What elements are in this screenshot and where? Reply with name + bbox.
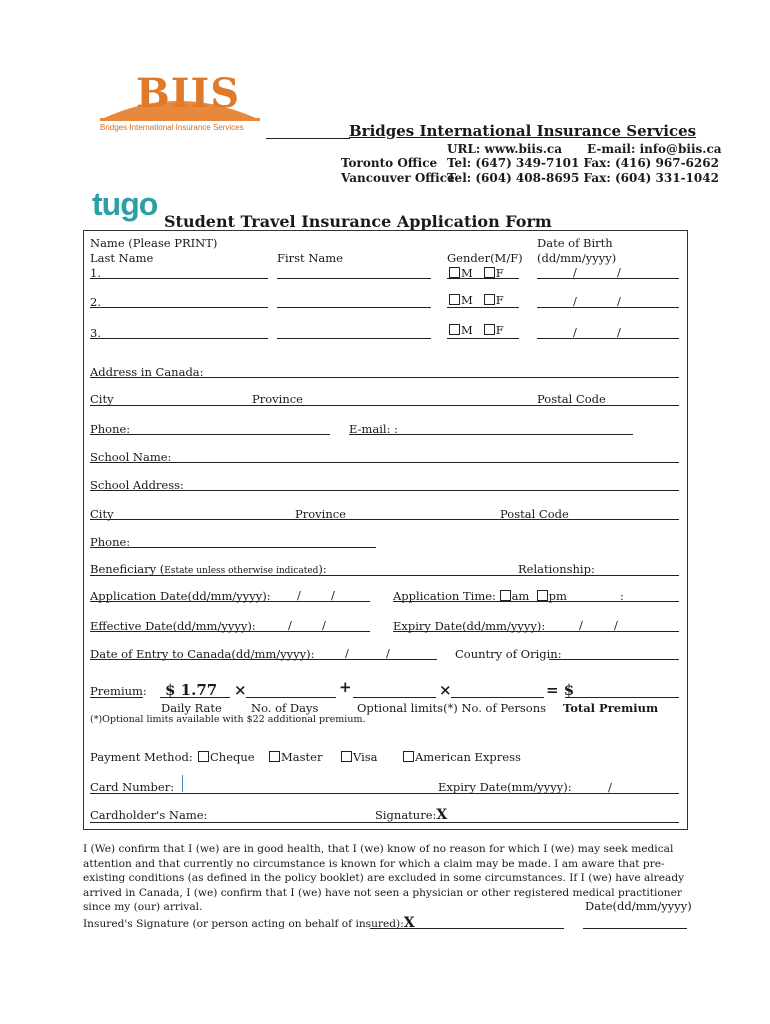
total-premium-field[interactable]: [565, 697, 679, 698]
signature-label: Signature:X: [375, 807, 448, 823]
school-postal-label: Postal Code: [500, 507, 569, 521]
email-label: E-mail: :: [349, 422, 399, 436]
address-field[interactable]: [90, 377, 679, 378]
first-name-field-3[interactable]: [277, 338, 431, 339]
card-number-field[interactable]: [90, 793, 679, 794]
cheque-option[interactable]: Cheque: [198, 750, 255, 764]
school-phone-label: Phone:: [90, 535, 131, 549]
plus-sign: +: [339, 678, 352, 696]
first-name-field-2[interactable]: [277, 307, 431, 308]
school-name-label: School Name:: [90, 450, 172, 464]
optional-limits-field[interactable]: [353, 697, 436, 698]
gender-label: Gender(M/F): [447, 251, 523, 265]
company-name: Bridges International Insurance Services: [349, 122, 697, 140]
country-label: Country of Origin:: [455, 647, 562, 661]
school-province-label: Province: [295, 507, 346, 521]
form-title: Student Travel Insurance Application Form: [164, 212, 552, 231]
expiry-date-field[interactable]: [393, 631, 679, 632]
declaration-date-label: Date(dd/mm/yyyy): [585, 899, 692, 913]
dob-field-3[interactable]: [537, 338, 679, 339]
days-label: No. of Days: [251, 701, 319, 715]
phone-field[interactable]: [90, 434, 330, 435]
am-checkbox[interactable]: [500, 590, 511, 601]
declaration-date-field[interactable]: [583, 928, 687, 929]
entry-date-label: Date of Entry to Canada(dd/mm/yyyy):: [90, 647, 315, 661]
equals-sign: = $: [546, 681, 575, 699]
vancouver-label: Vancouver Office: [341, 171, 455, 185]
school-city-field[interactable]: [90, 519, 679, 520]
daily-rate-field[interactable]: [160, 697, 230, 698]
persons-field[interactable]: [451, 697, 544, 698]
last-name-field-1[interactable]: [90, 278, 268, 279]
name-label: Name (Please PRINT): [90, 236, 218, 250]
application-time-label: Application Time: am pm: [393, 589, 567, 603]
first-name-field-1[interactable]: [277, 278, 431, 279]
toronto-phones: Tel: (647) 349-7101 Fax: (416) 967-6262: [447, 156, 719, 170]
card-number-label: Card Number:: [90, 780, 175, 794]
text-cursor: [182, 775, 183, 792]
postal-label: Postal Code: [537, 392, 606, 406]
visa-option[interactable]: Visa: [341, 750, 378, 764]
dob-field-1[interactable]: [537, 278, 679, 279]
toronto-label: Toronto Office: [341, 156, 438, 170]
phone-label: Phone:: [90, 422, 131, 436]
card-expiry-label: Expiry Date(mm/yyyy):: [438, 780, 572, 794]
cardholder-label: Cardholder's Name:: [90, 808, 208, 822]
relationship-label: Relationship:: [518, 562, 595, 576]
form-box: [83, 230, 688, 830]
school-address-label: School Address:: [90, 478, 184, 492]
biis-logo: [98, 72, 263, 134]
gender-options-3[interactable]: M F: [449, 323, 504, 337]
optional-label: Optional limits(*) No. of Persons: [357, 701, 547, 715]
insured-signature-label: Insured's Signature (or person acting on behalf of insured):X: [83, 915, 415, 931]
last-name-field-3[interactable]: [90, 338, 268, 339]
entry-date-field[interactable]: [90, 659, 437, 660]
beneficiary-field[interactable]: [90, 575, 679, 576]
daily-rate-label: Daily Rate: [161, 701, 222, 715]
gender-options-2[interactable]: M F: [449, 293, 504, 307]
application-time-field[interactable]: [393, 601, 679, 602]
optional-note: (*)Optional limits available with $22 additional premium.: [90, 714, 366, 725]
expiry-date-label: Expiry Date(dd/mm/yyyy):: [393, 619, 546, 633]
gender-options-1[interactable]: M F: [449, 266, 504, 280]
tugo-logo: tugo: [92, 186, 158, 222]
payment-method-label: Payment Method:: [90, 750, 193, 764]
city-label: City: [90, 392, 114, 406]
insured-signature-field[interactable]: [370, 928, 564, 929]
last-name-field-2[interactable]: [90, 307, 268, 308]
daily-rate-value: $ 1.77: [165, 681, 218, 699]
master-option[interactable]: Master: [269, 750, 322, 764]
amex-option[interactable]: American Express: [403, 750, 521, 764]
url-email: URL: www.biis.ca E-mail: info@biis.ca: [447, 142, 722, 156]
row-number: 3.: [90, 326, 101, 340]
row-number: 2.: [90, 295, 101, 309]
cardholder-field[interactable]: [90, 822, 679, 823]
school-name-field[interactable]: [90, 462, 679, 463]
times-sign: ×: [234, 681, 247, 699]
email-field[interactable]: [349, 434, 633, 435]
dob-field-2[interactable]: [537, 307, 679, 308]
times-sign-2: ×: [439, 681, 452, 699]
country-field[interactable]: [549, 659, 679, 660]
declaration-text: I (We) confirm that I (we) are in good health, that I (we) know of no reason for which I (we) may seek medical attention and that currently no circumstance is known for which a claim may be made. I am aware that pre-existing conditions (as defined in the policy booklet) are excluded in some circumstances. If I (we) have already arrived in Canada, I (we) confirm that I (we) have not seen a physician or other registered medical practitioner since my (our) arrival.: [83, 843, 685, 913]
vancouver-phones: Tel: (604) 408-8695 Fax: (604) 331-1042: [447, 171, 719, 185]
effective-date-label: Effective Date(dd/mm/yyyy):: [90, 619, 256, 633]
school-city-label: City: [90, 507, 114, 521]
dob-format-label: (dd/mm/yyyy): [537, 251, 617, 265]
province-label: Province: [252, 392, 303, 406]
logo-subtitle: Bridges International Insurance Services: [100, 123, 244, 132]
total-premium-label: Total Premium: [563, 701, 659, 715]
application-date-label: Application Date(dd/mm/yyyy):: [90, 589, 271, 603]
premium-label: Premium:: [90, 684, 147, 698]
city-province-postal-field[interactable]: [90, 405, 679, 406]
effective-date-field[interactable]: [90, 631, 370, 632]
school-phone-field[interactable]: [90, 547, 376, 548]
logo-text: BIIS: [136, 70, 241, 117]
dob-label: Date of Birth: [537, 236, 613, 250]
first-name-label: First Name: [277, 251, 343, 265]
days-field[interactable]: [246, 697, 336, 698]
address-label: Address in Canada:: [90, 365, 204, 379]
school-address-field[interactable]: [90, 490, 679, 491]
pm-checkbox[interactable]: [537, 590, 548, 601]
row-number: 1.: [90, 266, 101, 280]
last-name-label: Last Name: [90, 251, 154, 265]
beneficiary-label: Beneficiary (Estate unless otherwise indicated):: [90, 562, 327, 576]
application-date-field[interactable]: [90, 601, 370, 602]
